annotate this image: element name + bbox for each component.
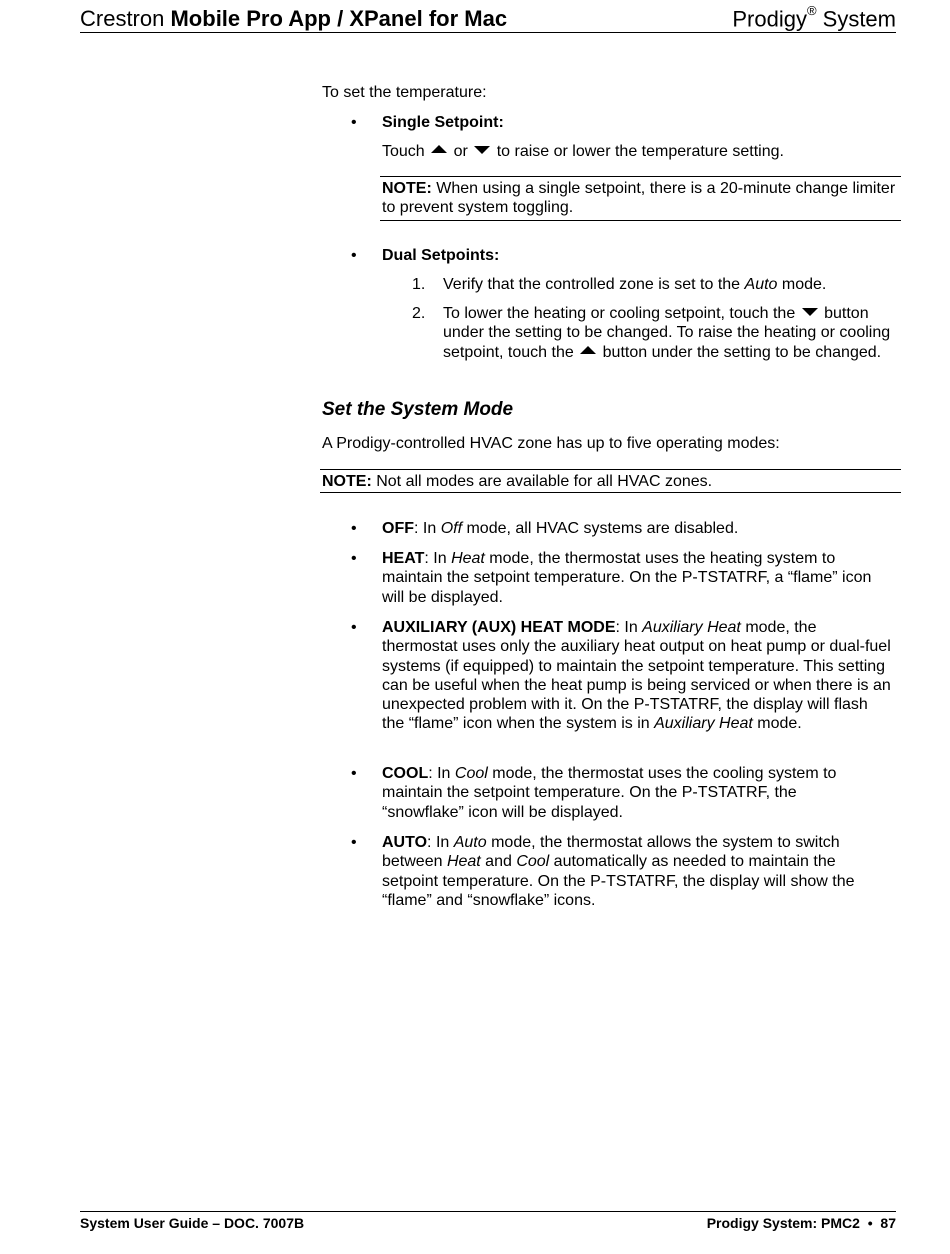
- dual-setpoints-title: [382, 246, 499, 265]
- text-run: mode.: [777, 276, 827, 293]
- text-run: mode, the thermostat uses the cooling system to maintain the setpoint temperature. On the P-TSTATRF, the “snowflake” icon will be displayed.: [382, 765, 837, 821]
- mode-name: HEAT: [382, 550, 425, 567]
- text-run: mode, the thermostat allows the system to switch between: [382, 834, 840, 871]
- text-run: : In: [428, 765, 455, 782]
- note-modes: [320, 469, 901, 493]
- step-text: [443, 275, 893, 294]
- mode-name: COOL: [382, 765, 429, 782]
- note-single-setpoint: [380, 176, 901, 221]
- text-run: button under the setting to be changed. To raise the heating or cooling setpoint, touch the: [443, 305, 891, 361]
- text-run: automatically as needed to maintain the setpoint temperature. On the P-TSTATRF, the display will show the “flame” and “snowflake” icons.: [382, 853, 855, 909]
- text-run: and: [480, 853, 517, 871]
- bullet: •: [351, 114, 357, 131]
- down-arrow-icon: [802, 308, 818, 316]
- text-run: or: [449, 143, 473, 160]
- mode-auto: [382, 833, 887, 910]
- text-emphasis: Off: [440, 520, 463, 537]
- mode-off: [382, 519, 894, 538]
- bullet: •: [351, 834, 357, 851]
- single-setpoint-title: [382, 113, 504, 132]
- mode-name: AUTO: [382, 834, 428, 851]
- text-run: mode, the thermostat uses only the auxiliary heat output on heat pump or dual-fuel systems (if equipped) to maintain the setpoint temperature. This setting can be useful when the heat pump is being serviced or when there is an unexpected problem with it. On the P-TSTATRF, the display will flash the “flame” icon when the system is in: [382, 619, 891, 733]
- page-footer: [80, 1211, 896, 1232]
- section-heading-wrap: [322, 399, 513, 421]
- single-setpoint-text: [382, 142, 784, 161]
- step-number: 1.: [412, 276, 426, 293]
- bullet: •: [351, 520, 357, 537]
- text-emphasis: Cool: [516, 853, 550, 871]
- mode-cool: [382, 764, 872, 822]
- note-label: NOTE:: [322, 473, 372, 490]
- text-run: To lower the heating or cooling setpoint, touch the: [443, 305, 800, 322]
- header-system-name: Prodigy: [732, 6, 807, 32]
- header-title: [80, 6, 507, 32]
- single-setpoint-label: Single Setpoint:: [382, 114, 504, 131]
- footer-page-info: [707, 1215, 896, 1231]
- note-label: NOTE:: [382, 180, 432, 197]
- bullet: •: [351, 765, 357, 782]
- up-arrow-icon: [580, 346, 596, 354]
- mode-name: AUXILIARY (AUX) HEAT MODE: [382, 619, 616, 636]
- step-number: 2.: [412, 305, 426, 322]
- note-text: When using a single setpoint, there is a 20-minute change limiter to prevent system toggling.: [382, 180, 896, 217]
- footer-bullet: •: [867, 1215, 873, 1231]
- text-run: mode, all HVAC systems are disabled.: [462, 520, 739, 537]
- text-run: : In: [615, 619, 643, 636]
- text-run: mode, the thermostat uses the heating system to maintain the setpoint temperature. On the P-TSTATRF, a “flame” icon will be displayed.: [382, 550, 872, 606]
- text-run: to raise or lower the temperature setting.: [492, 143, 784, 160]
- text-emphasis: Heat: [446, 853, 481, 871]
- intro-text: To set the temperature:: [322, 84, 487, 101]
- section-intro: A Prodigy-controlled HVAC zone has up to five operating modes:: [322, 435, 780, 452]
- header-system-suffix: System: [816, 6, 896, 32]
- text-run: button under the setting to be changed.: [598, 343, 882, 361]
- text-run: Verify that the controlled zone is set to the: [443, 276, 745, 293]
- page-header: [80, 4, 896, 33]
- footer-doc-title: System User Guide – DOC. 7007B: [80, 1215, 305, 1231]
- header-product: Mobile Pro App / XPanel for Mac: [170, 6, 508, 31]
- footer-section: Prodigy System: PMC2: [706, 1215, 860, 1231]
- text-emphasis: Cool: [454, 765, 488, 782]
- step-text: [443, 304, 895, 362]
- text-run: Touch: [382, 143, 430, 160]
- text-run: : In: [414, 520, 441, 537]
- page-number: 87: [880, 1215, 896, 1231]
- text-run: : In: [427, 834, 454, 851]
- text-run: : In: [424, 550, 452, 567]
- note-text: Not all modes are available for all HVAC zones.: [371, 473, 713, 490]
- text-emphasis: Auto: [453, 834, 487, 851]
- section-heading: Set the System Mode: [322, 399, 514, 420]
- text-emphasis: Auxiliary Heat: [642, 619, 741, 636]
- mode-name: OFF: [382, 520, 414, 537]
- text-emphasis: Auto: [744, 276, 778, 293]
- text-run: mode.: [752, 715, 802, 733]
- down-arrow-icon: [474, 146, 490, 154]
- bullet: •: [351, 550, 357, 567]
- text-emphasis: Auxiliary Heat: [654, 715, 753, 733]
- text-emphasis: Heat: [451, 550, 485, 567]
- bullet: •: [351, 247, 357, 264]
- mode-aux-heat: [382, 618, 894, 734]
- bullet: •: [351, 619, 357, 636]
- mode-heat: [382, 549, 882, 607]
- header-system: [732, 3, 896, 32]
- dual-setpoints-label: Dual Setpoints:: [382, 247, 500, 264]
- up-arrow-icon: [431, 145, 447, 153]
- header-brand: Crestron: [80, 6, 171, 31]
- registered-mark: ®: [806, 3, 817, 18]
